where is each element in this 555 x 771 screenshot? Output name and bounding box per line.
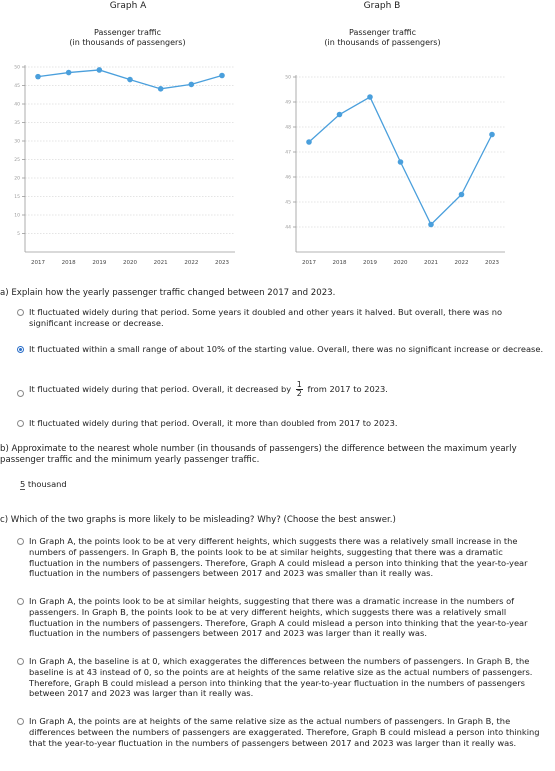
part-c-option-3[interactable]: In Graph A, the baseline is at 0, which exaggerates the differences between the numbers of passengers. In Graph B, the baseline is at 43 instead of 0, so the points are at heights of the same relative size as the actual numbers of passengers. Therefore, Graph B could mislead a person into thinking that the year-to-year fluctuation in the numbers of passengers between 2017 and 2023 was larger than it really was. [29,656,533,699]
graph-a-ytick-label: 5 [17,232,20,237]
graph-a-data-point [97,67,103,73]
graph-b-xtick-label: 2018 [332,260,347,266]
graph-a-data-point [189,82,195,88]
graph-b-subtitle: (in thousands of passengers) [324,38,441,47]
one-half-fraction: $\frac{1}{2}$ [296,380,302,398]
graph-b-data-point [337,112,343,118]
part-c-question: c) Which of the two graphs is more likely to be misleading? Why? (Choose the best answer.) [0,515,396,525]
part-a-question: a) Explain how the yearly passenger traffic changed between 2017 and 2023. [0,288,336,298]
part-b-answer[interactable] [20,479,67,490]
graph-a-ytick-label: 40 [14,102,20,108]
graph-b-data-point [398,159,404,165]
graph-a-ytick-label: 45 [14,84,20,89]
part-c-option-1[interactable]: In Graph A, the points look to be at very different heights, which suggests there was a relatively small increase in the numbers of passengers. In Graph B, the points look to be at similar heights, suggesting that there was a dramatic fluctuation in the numbers of passengers. Therefore, Graph A could mislead a person into thinking that the year-to-year fluctuation in the numbers of passengers between 2017 and 2023 was smaller than it really was. [29,536,528,579]
graph-b-xtick-label: 2021 [424,260,438,266]
graph-a-xtick-label: 2023 [215,260,229,266]
graph-a-data-point [35,74,41,80]
graph-a-xtick-label: 2017 [31,260,45,266]
graph-a-data-point [66,70,72,76]
part-b-question: b) Approximate to the nearest whole number (in thousands of passengers) the difference between the maximum yearly passenger traffic and the minimum yearly passenger traffic. [0,444,517,465]
graph-a-xtick-label: 2019 [92,260,107,266]
graph-a-ytick-label: 15 [14,195,20,200]
graph-b-label: Graph B [363,1,401,11]
graph-a-label: Graph A [109,1,147,11]
graph-b-title: Passenger traffic [349,28,416,37]
graph-a-ytick-label: 30 [14,139,20,145]
graph-b-xtick-label: 2023 [485,260,499,266]
part-a-option-3[interactable] [29,381,544,398]
graph-a-xtick-label: 2020 [123,260,137,266]
graph-b-chart [265,55,525,275]
graph-b-ytick-label: 50 [285,75,291,81]
graph-a-chart [0,55,245,275]
graph-a-xtick-label: 2021 [153,260,168,266]
graph-b-xtick-label: 2019 [363,260,377,266]
graph-a-xtick-label: 2018 [61,260,76,266]
graph-b-ytick-label: 48 [285,125,291,131]
part-c-option-1-radio[interactable] [17,538,24,545]
graph-a-data-point [219,73,225,79]
graph-b-xtick-label: 2022 [454,260,469,266]
part-c-option-3-radio[interactable] [17,658,24,665]
part-b-answer-unit: thousand [27,479,67,489]
part-c-option-4[interactable]: In Graph A, the points are at heights of the same relative size as the actual numbers of passengers. In Graph B, the differences between the numbers of passengers are exaggerated. Therefore, Graph B could mislead a person into thinking that the year-to-year fluctuation in the numbers of passengers between 2017 and 2023 was larger than it really was. [29,716,540,748]
graph-a-subtitle: (in thousands of passengers) [69,38,186,47]
graph-a-ytick-label: 50 [14,65,20,71]
graph-a-ytick-label: 10 [14,213,20,219]
graph-b-data-point [428,222,434,228]
part-a-option-2-radio[interactable] [17,346,24,353]
graph-b-ytick-label: 47 [285,150,291,156]
graph-a-xtick-label: 2022 [184,260,199,266]
graph-b-xtick-label: 2020 [393,260,408,266]
graph-b-xtick-label: 2017 [302,260,316,266]
graph-b-data-point [367,94,373,100]
graph-b-data-point [306,139,312,145]
graph-a-title: Passenger traffic [94,28,161,37]
part-a-option-1-radio[interactable] [17,309,24,316]
part-a-option-1[interactable]: It fluctuated widely during that period. Some years it doubled and other years it halved. But overall, there was no significant increase or decrease. [29,307,503,328]
graph-a-ytick-label: 35 [14,121,20,126]
part-a-option-4[interactable]: It fluctuated widely during that period. Overall, it more than doubled from 2017 to 2023. [29,418,398,428]
part-a-option-3-radio[interactable] [17,390,24,397]
part-b-answer-input[interactable]: 5 [20,479,26,489]
graph-b-ytick-label: 46 [285,175,291,181]
graph-a-data-point [127,77,133,83]
part-c-option-2[interactable]: In Graph A, the points look to be at similar heights, suggesting that there was a dramatic increase in the numbers of passengers. In Graph B, the points look to be at very different heights, which suggests there was a relatively small fluctuation in the numbers of passengers. Therefore, Graph A could mislead a person into thinking that the year-to-year fluctuation in the numbers of passengers between 2017 and 2023 was larger than it really was. [29,596,528,639]
graph-b-ytick-label: 45 [285,200,291,206]
graph-a-ytick-label: 25 [14,158,20,163]
graph-b-data-point [489,132,495,138]
part-c-option-4-radio[interactable] [17,718,24,725]
graph-b-ytick-label: 44 [285,225,291,231]
graph-b-ytick-label: 49 [285,100,291,106]
graph-a-ytick-label: 20 [14,176,20,182]
part-a-option-4-radio[interactable] [17,420,24,427]
graph-b-data-point [459,192,465,198]
part-a-option-3-text: It fluctuated widely during that period. Overall, it decreased by [29,384,292,394]
graph-a-data-point [158,86,164,92]
part-a-option-3-tail: from 2017 to 2023. [307,384,388,394]
part-a-option-2[interactable]: It fluctuated within a small range of about 10% of the starting value. Overall, there was no significant increase or decrease. [29,344,544,354]
part-c-option-2-radio[interactable] [17,598,24,605]
